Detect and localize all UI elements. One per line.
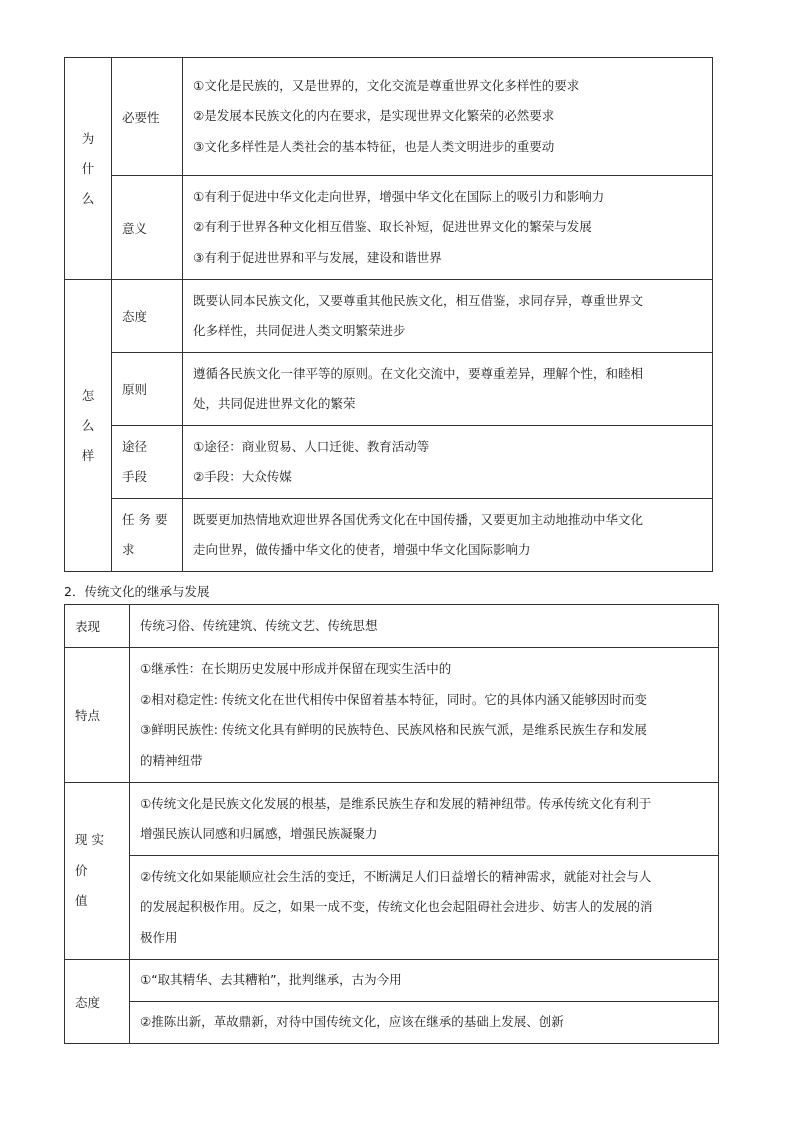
- label-line: 手段: [122, 469, 148, 484]
- row-content: [130, 856, 719, 960]
- category-char: 怎: [81, 387, 95, 403]
- content-line: ①继承性：在长期历史发展中形成并保留在现实生活中的: [140, 661, 452, 676]
- content-line: 走向世界，做传播中华文化的使者，增强中华文化国际影响力: [193, 542, 531, 557]
- category-char: 样: [81, 447, 95, 463]
- content-line: ③文化多样性是人类社会的基本特征，也是人类文明进步的重要动: [193, 138, 555, 154]
- row-label: 必要性: [112, 58, 183, 176]
- row-label: 态度: [112, 280, 183, 353]
- row-label: 原则: [112, 353, 183, 426]
- row-content: [130, 648, 719, 783]
- row-label: 态度: [65, 960, 130, 1044]
- traditional-culture-table: [64, 604, 719, 1044]
- content-line: ②是发展本民族文化的内在要求，是实现世界文化繁荣的必然要求: [193, 108, 555, 124]
- content-line: 处，共同促进世界文化的繁荣: [193, 396, 356, 411]
- content-line: 极作用: [140, 929, 178, 945]
- category-char: 么: [81, 417, 95, 433]
- row-label: [65, 783, 130, 960]
- content-line: ①有利于促进中华文化走向世界，增强中华文化在国际上的吸引力和影响力: [193, 188, 605, 204]
- content-line: ②手段：大众传媒: [193, 469, 292, 484]
- content-line: ②推陈出新，革故鼎新，对待中国传统文化，应该在继承的基础上发展、创新: [140, 1014, 564, 1030]
- cultural-exchange-table: [64, 57, 713, 572]
- content-line: 遵循各民族文化一律平等的原则。在文化交流中，要尊重差异，理解个性，和睦相: [193, 365, 644, 381]
- row-label: 表现: [65, 605, 130, 648]
- row-label: 特点: [65, 648, 130, 783]
- row-label: [112, 499, 183, 572]
- row-content: [130, 783, 719, 856]
- content-line: ①文化是民族的，又是世界的，文化交流是尊重世界文化多样性的要求: [193, 77, 580, 93]
- content-line: 增强民族认同感和归属感，增强民族凝聚力: [140, 826, 378, 841]
- content-line: 的发展起积极作用。反之，如果一成不变，传统文化也会起阻碍社会进步、妨害人的发展的消: [140, 899, 653, 915]
- content-line: ②有利于世界各种文化相互借鉴、取长补短，促进世界文化的繁荣与发展: [193, 219, 592, 235]
- label-line: 任 务 要: [122, 511, 168, 527]
- content-line: 既要更加热情地欢迎世界各国优秀文化在中国传播，又要更加主动地推动中华文化: [193, 511, 644, 527]
- row-content: [130, 960, 719, 1002]
- row-content: [183, 353, 713, 426]
- category-char: 为: [81, 130, 95, 146]
- content-line: ②传统文化如果能顺应社会生活的变迁，不断满足人们日益增长的精神需求，就能对社会与人: [140, 868, 652, 884]
- row-label: [112, 426, 183, 499]
- label-line: 现 实 价: [75, 832, 104, 878]
- label-line: 求: [122, 542, 135, 557]
- category-how: [65, 280, 112, 572]
- row-content: [183, 426, 713, 499]
- content-line: ①“取其精华、去其糟粕”，批判继承，古为今用: [140, 972, 402, 988]
- content-line: ①途径：商业贸易、人口迁徙、教育活动等: [193, 438, 430, 454]
- row-content: [130, 1002, 719, 1044]
- content-line: 的精神纽带: [140, 752, 203, 768]
- category-char: 么: [81, 190, 95, 206]
- label-line: 值: [75, 893, 88, 909]
- content-line: ②相对稳定性: 传统文化在世代相传中保留着基本特征，同时。它的具体内涵又能够因时而变: [140, 691, 647, 707]
- section-heading: 2．传统文化的继承与发展: [64, 584, 210, 599]
- row-content: [130, 605, 719, 648]
- row-content: [183, 499, 713, 572]
- category-why: [65, 58, 112, 280]
- content-line: ③有利于促进世界和平与发展，建设和谐世界: [193, 249, 442, 265]
- content-line: 化多样性，共同促进人类文明繁荣进步: [193, 323, 406, 338]
- category-char: 什: [81, 160, 95, 176]
- row-content: [183, 58, 713, 176]
- content-line: ③鲜明民族性: 传统文化具有鲜明的民族特色、民族风格和民族气派，是维系民族生存和发展: [140, 722, 647, 737]
- row-label: 意义: [112, 176, 183, 280]
- content-line: 传统习俗、传统建筑、传统文艺、传统思想: [140, 617, 378, 633]
- row-content: [183, 280, 713, 353]
- content-line: ①传统文化是民族文化发展的根基，是维系民族生存和发展的精神纽带。传承传统文化有利于: [140, 795, 652, 811]
- content-line: 既要认同本民族文化，又要尊重其他民族文化，相互借鉴，求同存异，尊重世界文: [193, 292, 644, 308]
- row-content: [183, 176, 713, 280]
- label-line: 途径: [122, 438, 148, 454]
